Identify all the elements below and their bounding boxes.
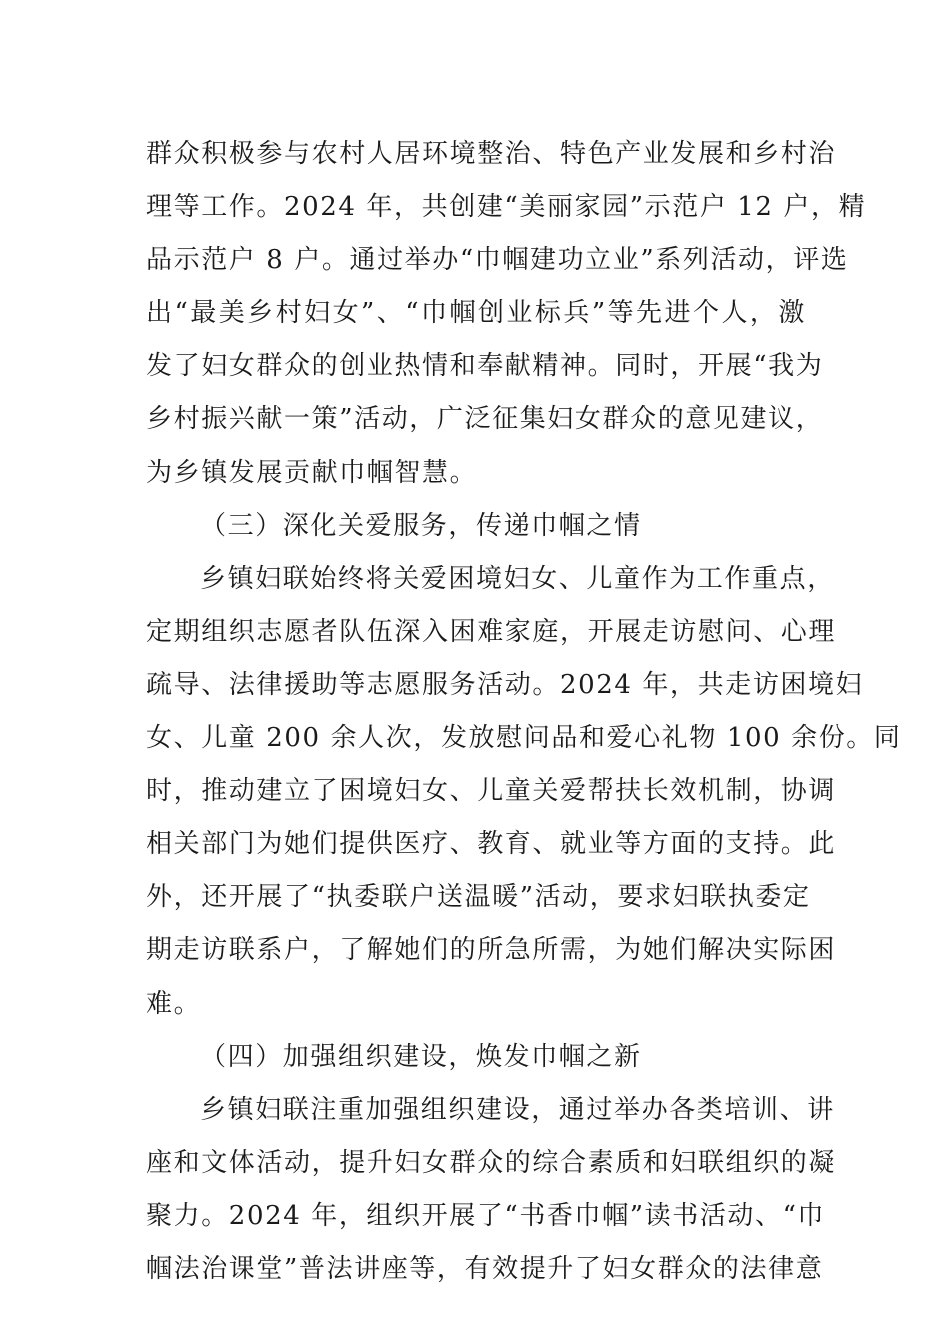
paragraph-line: 疏导、法律援助等志愿服务活动。2024 年，共走访困境妇: [146, 669, 864, 700]
paragraph-line: 理等工作。2024 年，共创建“美丽家园”示范户 12 户，精: [146, 192, 867, 223]
paragraph-line: 难。: [146, 988, 202, 1019]
paragraph-line: 乡村振兴献一策”活动，广泛征集妇女群众的意见建议，: [146, 404, 824, 435]
paragraph-line: 时，推动建立了困境妇女、儿童关爱帮扶长效机制，协调: [146, 776, 837, 807]
paragraph-line: 为乡镇发展贡献巾帼智慧。: [146, 457, 478, 488]
paragraph-line: 群众积极参与农村人居环境整治、特色产业发展和乡村治: [146, 139, 837, 169]
section-heading: （四）加强组织建设，焕发巾帼之新: [200, 1041, 642, 1072]
paragraph-line: 发了妇女群众的创业热情和奉献精神。同时，开展“我为: [146, 351, 824, 382]
paragraph-line: 乡镇妇联注重加强组织建设，通过举办各类培训、讲: [200, 1094, 835, 1125]
paragraph-line: 定期组织志愿者队伍深入困难家庭，开展走访慰问、心理: [146, 616, 837, 647]
paragraph-line: 帼法治课堂”普法讲座等，有效提升了妇女群众的法律意: [146, 1253, 824, 1284]
paragraph-line: 乡镇妇联始终将关爱困境妇女、儿童作为工作重点，: [200, 563, 835, 594]
paragraph-line: 相关部门为她们提供医疗、教育、就业等方面的支持。此: [146, 829, 837, 860]
document-body: [146, 128, 902, 1296]
paragraph-line: 座和文体活动，提升妇女群众的综合素质和妇联组织的凝: [146, 1147, 837, 1178]
paragraph-line: 女、儿童 200 余人次，发放慰问品和爱心礼物 100 余份。同: [146, 723, 902, 754]
paragraph-line: 品示范户 8 户。通过举办“巾帼建功立业”系列活动，评选: [146, 245, 849, 276]
section-heading: （三）深化关爱服务，传递巾帼之情: [200, 510, 642, 541]
paragraph-line: 期走访联系户，了解她们的所急所需，为她们解决实际困: [146, 935, 837, 966]
paragraph-line: 聚力。2024 年，组织开展了“书香巾帼”读书活动、“巾: [146, 1200, 826, 1231]
paragraph-line: 出“最美乡村妇女”、“巾帼创业标兵”等先进个人，激: [146, 298, 806, 329]
paragraph-line: 外，还开展了“执委联户送温暖”活动，要求妇联执委定: [146, 882, 811, 913]
